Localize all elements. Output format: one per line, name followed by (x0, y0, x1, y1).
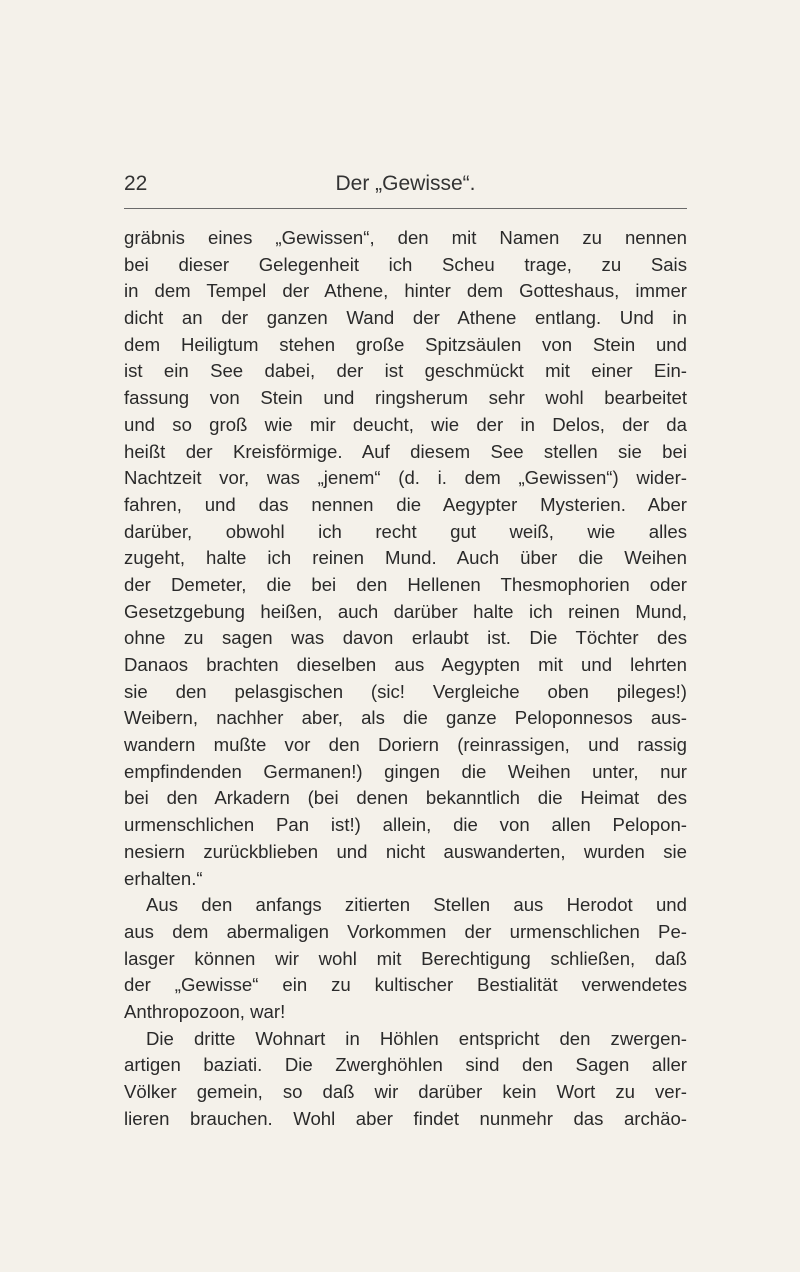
text-line: fahren, und das nennen die Aegypter Mysterien. Aber (124, 493, 687, 515)
running-title: Der „Gewisse“. (335, 172, 476, 195)
paragraph-1 (124, 225, 687, 892)
text-line: urmenschlichen Pan ist!) allein, die von allen Pelopon- (124, 814, 687, 836)
text-line: wandern mußte vor den Doriern (reinrassigen, und rassig (124, 734, 687, 756)
text-line: der Demeter, die bei den Hellenen Thesmophorien oder (124, 573, 687, 595)
text-line: lasger können wir wohl mit Berechtigung schließen, daß (124, 947, 687, 969)
text-line: artigen baziati. Die Zwerghöhlen sind den Sagen aller (124, 1054, 687, 1076)
body-text (124, 225, 687, 1132)
text-line: bei den Arkadern (bei denen bekanntlich die Heimat des (124, 787, 687, 809)
text-line: sie den pelasgischen (sic! Vergleiche oben pileges!) (124, 680, 687, 702)
text-line: zugeht, halte ich reinen Mund. Auch über die Weihen (124, 547, 687, 569)
text-line: darüber, obwohl ich recht gut weiß, wie alles (124, 520, 687, 542)
text-line: nesiern zurückblieben und nicht auswanderten, wurden sie (124, 840, 687, 862)
paragraph-2 (124, 892, 687, 1025)
text-line: Nachtzeit vor, was „jenem“ (d. i. dem „Gewissen“) wider- (124, 467, 687, 489)
text-line: Danaos brachten dieselben aus Aegypten mit und lehrten (124, 654, 687, 675)
header-rule (124, 208, 687, 209)
text-line: heißt der Kreisförmige. Auf diesem See stellen sie bei (124, 440, 687, 462)
text-line: Völker gemein, so daß wir darüber kein Wort zu ver- (124, 1081, 687, 1102)
text-line: ist ein See dabei, der ist geschmückt mit einer Ein- (124, 360, 687, 382)
text-line: aus dem abermaligen Vorkommen der urmenschlichen Pe- (124, 920, 687, 942)
text-line: ohne zu sagen was davon erlaubt ist. Die Töchter des (124, 627, 687, 649)
text-line: Die dritte Wohnart in Höhlen entspricht den zwergen- (146, 1027, 687, 1049)
text-line: Aus den anfangs zitierten Stellen aus Herodot und (146, 894, 687, 916)
text-line: erhalten.“ (124, 867, 203, 889)
text-line: bei dieser Gelegenheit ich Scheu trage, zu Sais (124, 253, 687, 275)
text-line: dem Heiligtum stehen große Spitzsäulen von Stein und (124, 333, 687, 355)
text-line: in dem Tempel der Athene, hinter dem Gotteshaus, immer (124, 280, 687, 302)
text-line: Weibern, nachher aber, als die ganze Peloponnesos aus- (124, 707, 687, 729)
text-line: gräbnis eines „Gewissen“, den mit Namen zu nennen (124, 227, 687, 248)
text-line: Anthropozoon, war! (124, 1000, 286, 1022)
text-line: und so groß wie mir deucht, wie der in Delos, der da (124, 413, 687, 435)
text-line: lieren brauchen. Wohl aber findet nunmehr das archäo- (124, 1107, 687, 1129)
page-header (124, 168, 687, 204)
text-line: Gesetzgebung heißen, auch darüber halte ich reinen Mund, (124, 600, 687, 622)
text-line: empfindenden Germanen!) gingen die Weihen unter, nur (124, 760, 687, 782)
page-number: 22 (124, 172, 148, 195)
text-line: fassung von Stein und ringsherum sehr wohl bearbeitet (124, 387, 687, 409)
paragraph-3 (124, 1026, 687, 1133)
text-line: der „Gewisse“ ein zu kultischer Bestialität verwendetes (124, 974, 687, 996)
text-line: dicht an der ganzen Wand der Athene entlang. Und in (124, 307, 687, 329)
